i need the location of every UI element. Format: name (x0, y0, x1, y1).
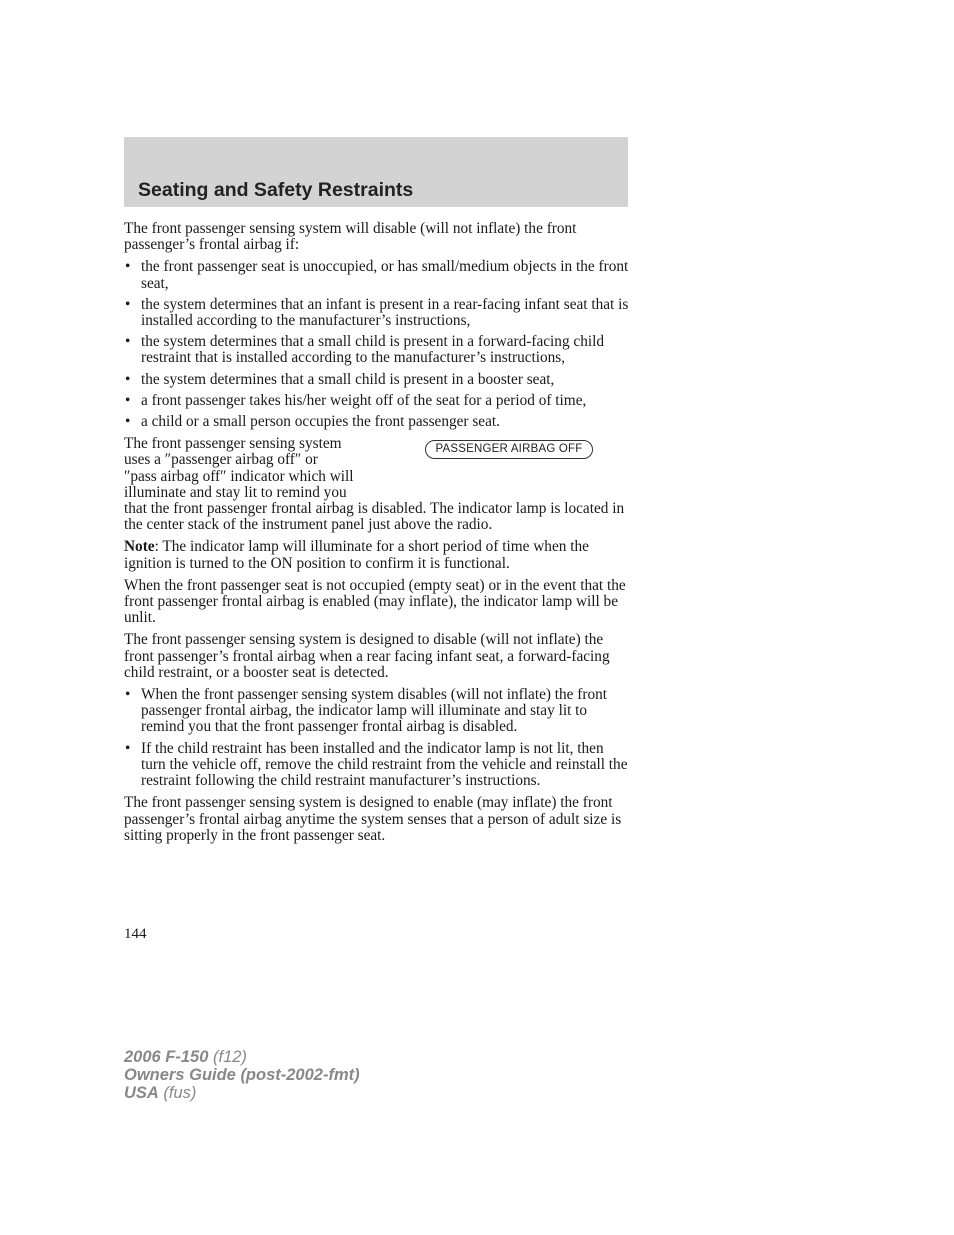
bullet-icon: • (125, 333, 131, 351)
page-body (124, 221, 630, 850)
designed-enable-paragraph: The front passenger sensing system is designed to enable (may inflate) the front passenger’s frontal airbag anytime the system senses that a person of adult size is sitting properly in the front passenger seat. (124, 794, 622, 844)
indicator-paragraph: PASSENGER AIRBAG OFF The front passenger sensing system uses a ″passenger airbag off″ or ″pass airbag off″ indicator which will illuminate and stay lit to remind you that the front passenger frontal airbag is disabled. The indicator lamp is located in the center stack of the instrument panel just above the radio. (124, 435, 625, 534)
bullet-icon: • (125, 295, 131, 313)
page-number: 144 (124, 926, 147, 942)
bullet-icon: • (125, 391, 131, 409)
disable-conditions-list (124, 259, 630, 430)
list-item: • the system determines that a small child is present in a forward-facing child restraint that is installed according to the manufacturer’s instructions, (125, 333, 605, 367)
list-item: • a child or a small person occupies the front passenger seat. (125, 413, 500, 431)
section-title: Seating and Safety Restraints (138, 179, 414, 201)
note-paragraph: Note: The indicator lamp will illuminate for a short period of time when the ignition is turned to the ON position to confirm it is functional. (124, 538, 589, 572)
unlit-paragraph: When the front passenger seat is not occupied (empty seat) or in the event that the front passenger frontal airbag is enabled (may inflate), the indicator lamp will be unlit. (124, 576, 626, 627)
list-item: • the system determines that an infant is present in a rear-facing infant seat that is installed according to the manufacturer’s instructions, (125, 295, 629, 330)
footer-line-guide: Owners Guide (post-2002-fmt) (124, 1066, 360, 1084)
bullet-icon: • (125, 739, 131, 757)
list-item: • the front passenger seat is unoccupied, or has small/medium objects in the front seat, (125, 258, 629, 292)
bullet-icon: • (125, 370, 131, 388)
footer-line-market: USA (fus) (124, 1084, 197, 1102)
indicator-behavior-list (124, 687, 630, 789)
intro-paragraph: The front passenger sensing system will disable (will not inflate) the front passenger’s frontal airbag if: (124, 220, 577, 254)
bullet-icon: • (125, 413, 131, 431)
list-item: • When the front passenger sensing system disables (will not inflate) the front passenger frontal airbag, the indicator lamp will illuminate and stay lit to remind you that the front passenger frontal airbag is disabled. (125, 686, 608, 736)
list-item: • the system determines that a small child is present in a booster seat, (125, 370, 555, 388)
bullet-icon: • (125, 686, 131, 704)
designed-disable-paragraph: The front passenger sensing system is designed to disable (will not inflate) the front passenger’s frontal airbag when a rear facing infant seat, a forward-facing child restraint, or a booster seat is detected. (124, 631, 610, 681)
bullet-icon: • (125, 258, 131, 276)
document-footer (124, 1048, 360, 1102)
footer-line-model: 2006 F-150 (f12) (124, 1048, 247, 1066)
section-header (124, 137, 628, 207)
list-item: • If the child restraint has been installed and the indicator lamp is not lit, then turn the vehicle off, remove the child restraint from the vehicle and reinstall the restraint following the child restraint manufacturer’s instructions. (125, 739, 628, 790)
passenger-airbag-off-indicator: PASSENGER AIRBAG OFF (425, 440, 593, 459)
note-label: Note (124, 538, 155, 556)
list-item: • a front passenger takes his/her weight off of the seat for a period of time, (125, 391, 587, 409)
